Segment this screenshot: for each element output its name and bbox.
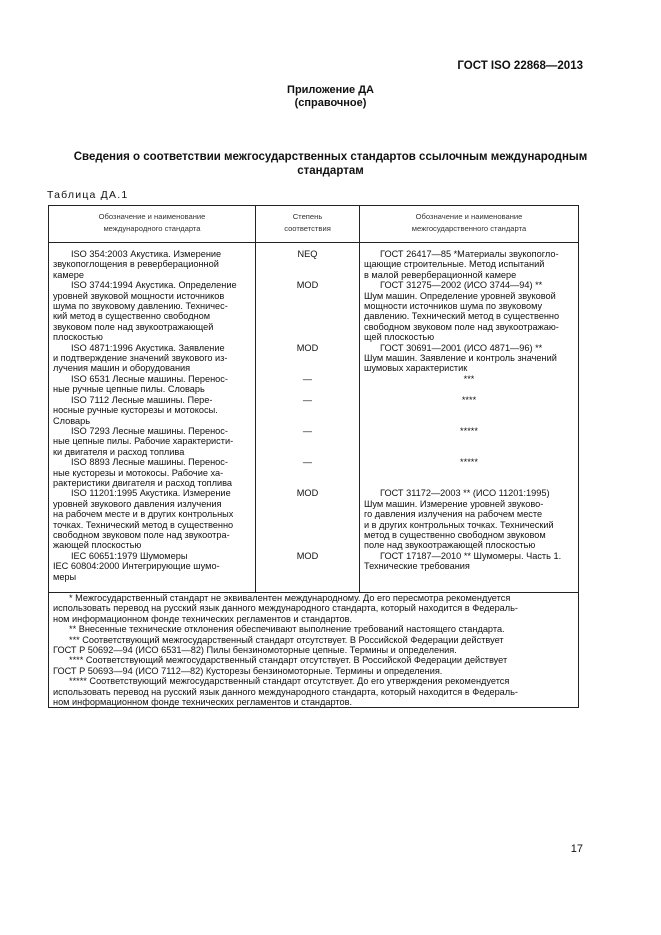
header-line: Обозначение и наименование — [98, 212, 206, 221]
cell-text-line: ISO 4871:1996 Акустика. Заявление — [71, 342, 225, 353]
cell-interstate-standard — [360, 343, 579, 374]
cell-international-standard — [49, 457, 256, 488]
document-id: ГОСТ ISO 22868—2013 — [457, 60, 583, 72]
cell-text-line: ГОСТ 31275—2002 (ИСО 3744—94) ** — [380, 280, 543, 291]
cell-international-standard — [49, 280, 256, 342]
annex-heading — [0, 84, 661, 110]
cell-text-line: меры — [53, 571, 77, 582]
footnote-line: ГОСТ Р 50692—94 (ИСО 6531—82) Пилы бензиномоторные цепные. Термины и определения. — [53, 645, 457, 656]
cell-text-line: и подтверждение значений звукового из- — [53, 353, 228, 364]
cell-text-line: и в других контрольных точках. Технический — [364, 519, 554, 530]
cell-text-line: мощности источников шума по звуковому — [364, 301, 543, 312]
table-row — [49, 243, 579, 281]
cell-text-line: давлению. Технический метод в существенно — [364, 311, 560, 322]
cell-text-line: уровней звукового давления излучения — [53, 498, 222, 509]
cell-text-line: точках. Технический метод в существенно — [53, 519, 234, 530]
header-interstate-standard — [360, 206, 579, 243]
cell-text-line: свободном звуковом поле над звукоотражаю- — [364, 321, 559, 332]
cell-international-standard — [49, 243, 256, 281]
footnote — [53, 676, 574, 707]
cell-text-line: ГОСТ 31172—2003 ** (ИСО 11201:1995) — [380, 488, 550, 499]
cell-interstate-standard — [360, 395, 579, 426]
cell-text-line: ГОСТ 30691—2001 (ИСО 4871—96) ** — [380, 342, 543, 353]
cell-text-line: ISO 3744:1994 Акустика. Определение — [71, 280, 237, 291]
footnote-line: **** Соответствующий межгосударственный стандарт отсутствует. В Российской Федерации действует — [69, 655, 508, 666]
cell-degree-of-correspondence: — — [256, 374, 360, 395]
footnote-line: ***** Соответствующий межгосударственный стандарт отсутствует. До его утверждения рекомендуется — [69, 676, 510, 687]
header-line: соответствия — [284, 224, 331, 233]
cell-text-line: Шум машин. Измерение уровней звуково- — [364, 498, 544, 509]
cell-interstate-standard — [360, 426, 579, 457]
table-notes-row — [49, 593, 579, 708]
cell-text-line: ISO 11201:1995 Акустика. Измерение — [71, 488, 231, 499]
annex-title: Приложение ДА — [287, 84, 374, 96]
cell-international-standard — [49, 395, 256, 426]
cell-text-line: Технические требования — [364, 561, 470, 572]
cell-degree-of-correspondence: — — [256, 426, 360, 457]
cell-text-line: Шум машин. Определение уровней звуковой — [364, 290, 556, 301]
cell-text-line: звукопоглощения в реверберационной — [53, 259, 219, 270]
footnote-line: ГОСТ Р 50693—94 (ИСО 7112—82) Кусторезы бензиномоторные. Термины и определения. — [53, 665, 443, 676]
cell-interstate-standard — [360, 488, 579, 550]
footnote — [53, 593, 574, 624]
cell-text-line: ные цепные пилы. Рабочие характеристи- — [53, 436, 234, 447]
table-row — [49, 551, 579, 593]
cell-international-standard — [49, 551, 256, 593]
cell-text-line: уровней звуковой мощности источников — [53, 290, 225, 301]
cell-international-standard — [49, 343, 256, 374]
cell-text-line: ки двигателя и расход топлива — [53, 446, 185, 457]
cell-international-standard — [49, 426, 256, 457]
cell-text-line: ные ручные цепные пилы. Словарь — [53, 384, 205, 395]
cell-text-line: **** — [461, 394, 477, 405]
cell-text-line: ISO 354:2003 Акустика. Измерение — [71, 249, 222, 259]
cell-text-line: на рабочем месте и в других контрольных — [53, 509, 234, 520]
table-row — [49, 280, 579, 342]
cell-text-line: плоскостью — [53, 332, 103, 343]
cell-text-line: IEC 60804:2000 Интегрирующие шумо- — [53, 561, 220, 572]
cell-text-line: ISO 7293 Лесные машины. Перенос- — [71, 425, 228, 436]
cell-text-line: *** — [463, 373, 475, 384]
header-line: Степень — [292, 212, 323, 221]
cell-text-line: камере — [53, 269, 84, 280]
cell-degree-of-correspondence: MOD — [256, 488, 360, 550]
cell-text-line: свободном звуковом поле над звукоотра- — [53, 529, 230, 540]
cell-text-line: кий метод в существенно свободном — [53, 311, 211, 322]
cell-interstate-standard — [360, 243, 579, 281]
footnote-line: использовать перевод на русский язык данного международного стандарта, который находится в Федераль- — [53, 603, 518, 614]
cell-degree-of-correspondence: MOD — [256, 551, 360, 593]
cell-text-line: ***** — [460, 425, 478, 436]
cell-text-line: ISO 7112 Лесные машины. Пере- — [71, 394, 213, 405]
cell-text-line: ные кусторезы и мотокосы. Рабочие ха- — [53, 467, 224, 478]
cell-text-line: шумовых характеристик — [364, 363, 468, 374]
cell-degree-of-correspondence: — — [256, 457, 360, 488]
table-caption: Таблица ДА.1 — [47, 189, 129, 201]
cell-text-line: го давления излучения на рабочем месте — [364, 509, 543, 520]
table-row — [49, 426, 579, 457]
table-row — [49, 395, 579, 426]
annex-subtitle: (справочное) — [294, 97, 367, 109]
table-row — [49, 343, 579, 374]
cell-text-line: Шум машин. Заявление и контроль значений — [364, 353, 557, 364]
section-title-line: стандартам — [297, 165, 364, 177]
cell-text-line: рактеристики двигателя и расход топлива — [53, 477, 233, 488]
cell-text-line: лучения машин и оборудования — [53, 363, 191, 374]
footnote-line: использовать перевод на русский язык данного международного стандарта, который находится в Федераль- — [53, 686, 518, 697]
cell-text-line: ISO 8893 Лесные машины. Перенос- — [71, 457, 228, 468]
cell-text-line: поле над звукоотражающей плоскостью — [364, 540, 536, 551]
footnote-line: ном информационном фонде технических регламентов и стандартов. — [53, 697, 353, 708]
footnote — [53, 635, 574, 656]
header-international-standard — [49, 206, 256, 243]
cell-text-line: носные ручные кусторезы и мотокосы. — [53, 405, 218, 416]
cell-interstate-standard — [360, 457, 579, 488]
cell-interstate-standard — [360, 551, 579, 593]
cell-text-line: в малой реверберационной камере — [364, 269, 517, 280]
table-header — [49, 206, 579, 243]
cell-degree-of-correspondence: MOD — [256, 343, 360, 374]
cell-degree-of-correspondence: — — [256, 395, 360, 426]
footnote — [53, 624, 574, 634]
header-line: межгосударственного стандарта — [411, 224, 527, 233]
cell-text-line: жающей плоскостью — [53, 540, 142, 551]
cell-international-standard — [49, 488, 256, 550]
cell-text-line: щей плоскостью — [364, 332, 435, 343]
cell-text-line: щающие строительные. Метод испытаний — [364, 259, 545, 270]
header-line: международного стандарта — [103, 224, 201, 233]
cell-degree-of-correspondence: NEQ — [256, 243, 360, 281]
correspondence-table — [48, 205, 579, 708]
footnote-line: * Межгосударственный стандарт не эквивалентен международному. До его пересмотра рекомендуется — [69, 593, 511, 603]
table-notes — [49, 593, 579, 708]
header-line: Обозначение и наименование — [415, 212, 523, 221]
cell-degree-of-correspondence: MOD — [256, 280, 360, 342]
cell-text-line: ISO 6531 Лесные машины. Перенос- — [71, 373, 228, 384]
cell-text-line: ГОСТ 26417—85 *Материалы звукопогло- — [380, 249, 559, 259]
table-row — [49, 457, 579, 488]
cell-text-line: шума по звуковому давлению. Техничес- — [53, 301, 228, 312]
cell-interstate-standard — [360, 280, 579, 342]
page-number: 17 — [570, 843, 583, 855]
table-body — [49, 243, 579, 593]
table-header-row — [49, 206, 579, 243]
cell-interstate-standard — [360, 374, 579, 395]
section-title — [60, 150, 601, 178]
notes-cell — [49, 593, 579, 708]
cell-text-line: ГОСТ 17187—2010 ** Шумомеры. Часть 1. — [380, 550, 562, 561]
footnote — [53, 655, 574, 676]
cell-text-line: ***** — [460, 457, 478, 468]
header-degree-of-correspondence — [256, 206, 360, 243]
table-row — [49, 374, 579, 395]
cell-text-line: звуковом поле над звукоотражающей — [53, 321, 214, 332]
footnote-line: *** Соответствующий межгосударственный стандарт отсутствует. В Российской Федерации действует — [69, 634, 504, 645]
cell-text-line: Словарь — [53, 415, 90, 426]
cell-text-line: IEC 60651:1979 Шумомеры — [71, 550, 188, 561]
section-title-line: Сведения о соответствии межгосударственных стандартов ссылочным международным — [73, 151, 588, 163]
footnote-line: ** Внесенные технические отклонения обеспечивают выполнение требований настоящего стандарта. — [69, 624, 505, 635]
cell-international-standard — [49, 374, 256, 395]
table-row — [49, 488, 579, 550]
cell-text-line: метод в существенно свободном звуковом — [364, 529, 546, 540]
footnote-line: ном информационном фонде технических регламентов и стандартов. — [53, 613, 353, 624]
